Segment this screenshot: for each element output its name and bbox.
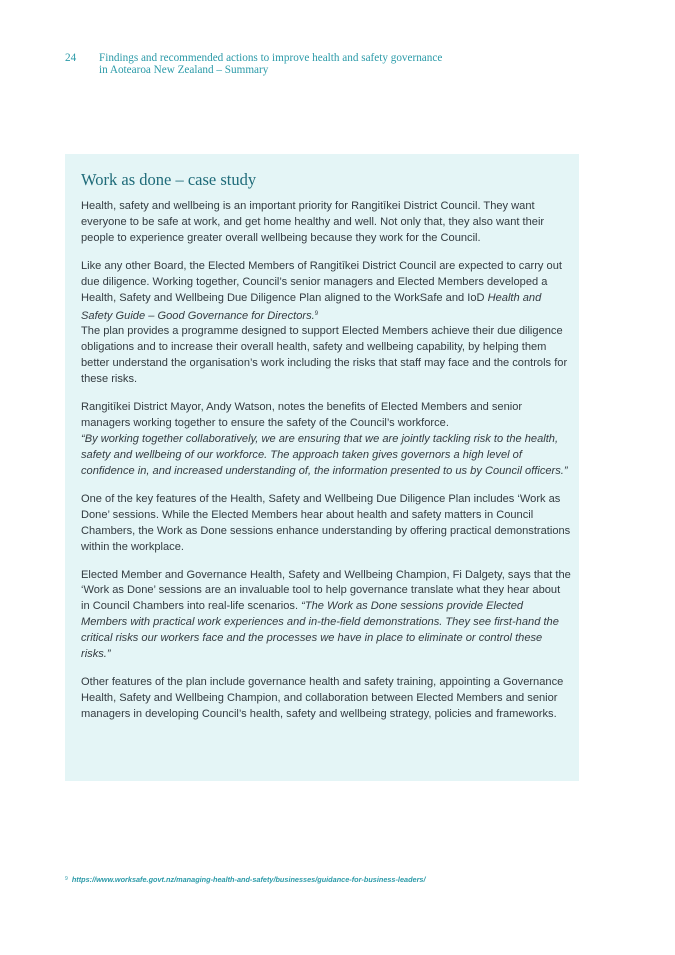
header-title-line1: Findings and recommended actions to improve health and safety governance [99, 52, 443, 64]
footnote-number: 9 [65, 876, 68, 882]
champion-quote: “The Work as Done sessions provide Elected Members with practical work experiences and in-the-field demonstrations. They see first-hand the critical risks our workers face and the processes we have in place to eliminate or control these risks.” [81, 600, 559, 661]
footnote [65, 874, 625, 885]
footnote-link[interactable]: https://www.worksafe.govt.nz/managing-health-and-safety/businesses/guidance-for-business-leaders/ [71, 875, 426, 884]
header-title [99, 52, 599, 76]
page-number: 24 [65, 52, 77, 64]
guide-title: Health and Safety Guide – Good Governance for Directors. [81, 291, 542, 322]
paragraph-1: Health, safety and wellbeing is an important priority for Rangitīkei District Council. They want everyone to be safe at work, and get home healthy and well. Not only that, they also want their people to experience greater overall wellbeing because they work for the Council. [81, 200, 545, 244]
mayor-quote: “By working together collaboratively, we are ensuring that we are jointly tackling risk to the health, safety and wellbeing of our workforce. The approach taken gives governors a high level of confidence in, and increased understanding of, the information presented to us by Council officers.” [81, 432, 568, 477]
paragraph-2-text-a: Like any other Board, the Elected Members of Rangitīkei District Council are expected to carry out due diligence. Working together, Council’s senior managers and Elected Members developed a Health, Safety and Wellbeing Due Diligence Plan aligned to the WorkSafe and IoD [81, 259, 562, 304]
header-title-line2: in Aotearoa New Zealand – Summary [99, 64, 269, 77]
footnote-reference[interactable]: 9 [314, 310, 319, 317]
paragraph-5 [81, 568, 571, 663]
paragraph-6: Other features of the plan include governance health and safety training, appointing a Governance Health, Safety and Wellbeing Champion, and collaboration between Elected Members and senior managers in developing Council’s health, safety and wellbeing strategy, policies and frameworks. [81, 676, 564, 720]
case-study-box [65, 154, 579, 781]
case-study-body [81, 199, 571, 735]
paragraph-3 [81, 400, 571, 480]
paragraph-3-text: Rangitīkei District Mayor, Andy Watson, notes the benefits of Elected Members and senior managers working together to ensure the safety of the Council’s workforce. [81, 401, 523, 430]
paragraph-2 [81, 259, 571, 388]
paragraph-5-text: Elected Member and Governance Health, Safety and Wellbeing Champion, Fi Dalgety, says that the ‘Work as Done’ sessions are an invaluable tool to help governance translate what they hear about in Council Chambers into real-life scenarios. [81, 568, 571, 613]
paragraph-2-text-b: The plan provides a programme designed to support Elected Members achieve their due diligence obligations and to increase their overall health, safety and wellbeing capability, by helping them better understand the organisation’s work including the risks that staff may face and the controls for these risks. [81, 325, 568, 386]
paragraph-4: One of the key features of the Health, Safety and Wellbeing Due Diligence Plan includes ‘Work as Done’ sessions. While the Elected Members hear about health and safety matters in Council Chambers, the Work as Done sessions enhance understanding by offering practical demonstrations within the workplace. [81, 492, 571, 553]
case-study-title: Work as done – case study [81, 170, 257, 189]
